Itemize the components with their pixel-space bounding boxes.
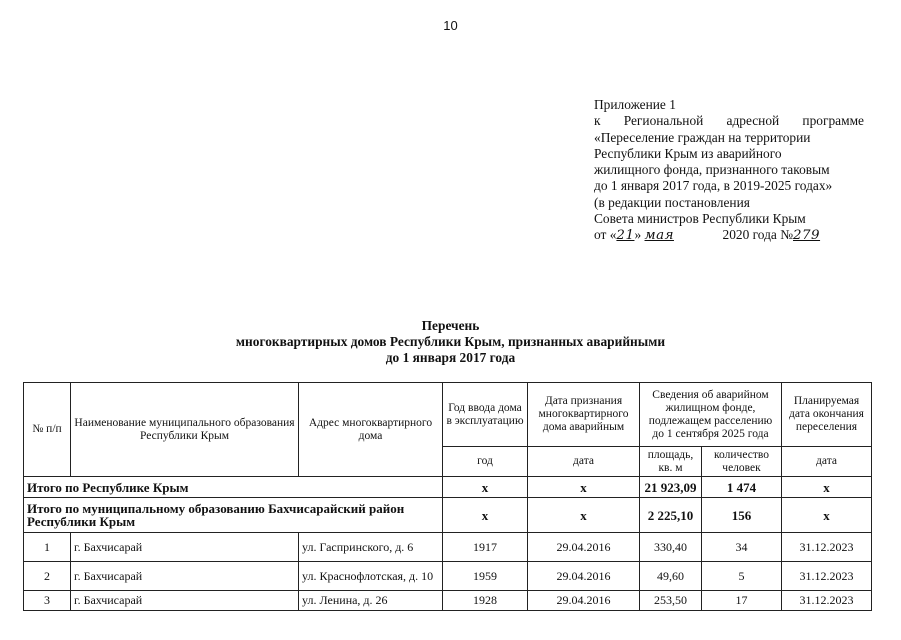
cell-area: 49,60 (640, 562, 702, 591)
cell-municipality: г. Бахчисарай (71, 562, 299, 591)
subheader-year: год (443, 447, 528, 477)
page-number: 10 (443, 18, 458, 33)
total-crimea-area: 21 923,09 (640, 477, 702, 498)
header-year: Год ввода дома в эксплуатацию (443, 383, 528, 447)
appendix-line: к Региональной адресной программе (594, 113, 864, 129)
appendix-line: Республики Крым из аварийного (594, 145, 782, 161)
cell-address: ул. Гаспринского, д. 6 (299, 533, 443, 562)
total-crimea-people: 1 474 (702, 477, 782, 498)
appendix-line: (в редакции постановления (594, 194, 750, 210)
subheader-date2: дата (782, 447, 872, 477)
total-crimea-label: Итого по Республике Крым (24, 477, 443, 498)
total-district-label: Итого по муниципальному образованию Бахчисарайский район Республики Крым (24, 498, 443, 533)
appendix-title: Приложение 1 (594, 97, 676, 112)
appendix-line: до 1 января 2017 года, в 2019-2025 годах» (594, 178, 833, 194)
cell-people: 5 (702, 562, 782, 591)
total-crimea-date: x (528, 477, 640, 498)
cell-planned: 31.12.2023 (782, 591, 872, 611)
decree-number-handwritten: 279 (793, 228, 821, 244)
header-municipality: Наименование муниципального образования Республики Крым (71, 383, 299, 477)
header-recognition: Дата признания многоквартирного дома аварийным (528, 383, 640, 447)
cell-num: 1 (24, 533, 71, 562)
subheader-date: дата (528, 447, 640, 477)
list-title (0, 318, 901, 366)
cell-planned: 31.12.2023 (782, 562, 872, 591)
total-district-planned: x (782, 498, 872, 533)
total-crimea-planned: x (782, 477, 872, 498)
appendix-line: Совета министров Республики Крым (594, 211, 806, 227)
list-title-line: Перечень (421, 318, 480, 333)
total-district-date: x (528, 498, 640, 533)
total-crimea-year: x (443, 477, 528, 498)
emergency-houses-table (23, 382, 872, 611)
appendix-line: «Переселение граждан на территории (594, 129, 811, 145)
total-crimea-row (24, 477, 872, 498)
cell-date: 29.04.2016 (528, 562, 640, 591)
cell-address: ул. Ленина, д. 26 (299, 591, 443, 611)
cell-year: 1959 (443, 562, 528, 591)
total-district-area: 2 225,10 (640, 498, 702, 533)
table-header-row (24, 383, 872, 447)
cell-address: ул. Краснофлотская, д. 10 (299, 562, 443, 591)
cell-people: 17 (702, 591, 782, 611)
cell-num: 3 (24, 591, 71, 611)
appendix-block (594, 97, 864, 245)
total-district-row (24, 498, 872, 533)
list-title-line: до 1 января 2017 года (385, 350, 516, 365)
cell-municipality: г. Бахчисарай (71, 591, 299, 611)
list-title-line: многоквартирных домов Республики Крым, признанных аварийными (235, 334, 666, 349)
table-row (24, 562, 872, 591)
cell-planned: 31.12.2023 (782, 533, 872, 562)
cell-year: 1917 (443, 533, 528, 562)
cell-municipality: г. Бахчисарай (71, 533, 299, 562)
cell-year: 1928 (443, 591, 528, 611)
total-district-year: x (443, 498, 528, 533)
cell-date: 29.04.2016 (528, 533, 640, 562)
subheader-people: количество человек (702, 447, 782, 477)
date-prefix: от « (594, 227, 617, 243)
cell-area: 330,40 (640, 533, 702, 562)
date-suffix: 2020 года № (722, 227, 793, 243)
date-month-handwritten: мая (644, 228, 674, 244)
table-row (24, 591, 872, 611)
decree-date-line (594, 227, 864, 244)
header-address: Адрес многоквартирного дома (299, 383, 443, 477)
date-mid: » (634, 227, 645, 243)
total-district-people: 156 (702, 498, 782, 533)
cell-people: 34 (702, 533, 782, 562)
table-row (24, 533, 872, 562)
appendix-line: жилищного фонда, признанного таковым (594, 162, 830, 178)
cell-date: 29.04.2016 (528, 591, 640, 611)
cell-area: 253,50 (640, 591, 702, 611)
header-planned: Планируемая дата окончания переселения (782, 383, 872, 447)
cell-num: 2 (24, 562, 71, 591)
date-day-handwritten: 21 (616, 228, 635, 244)
subheader-area: площадь, кв. м (640, 447, 702, 477)
header-info: Сведения об аварийном жилищном фонде, подлежащем расселению до 1 сентября 2025 года (640, 383, 782, 447)
header-num: № п/п (24, 383, 71, 477)
